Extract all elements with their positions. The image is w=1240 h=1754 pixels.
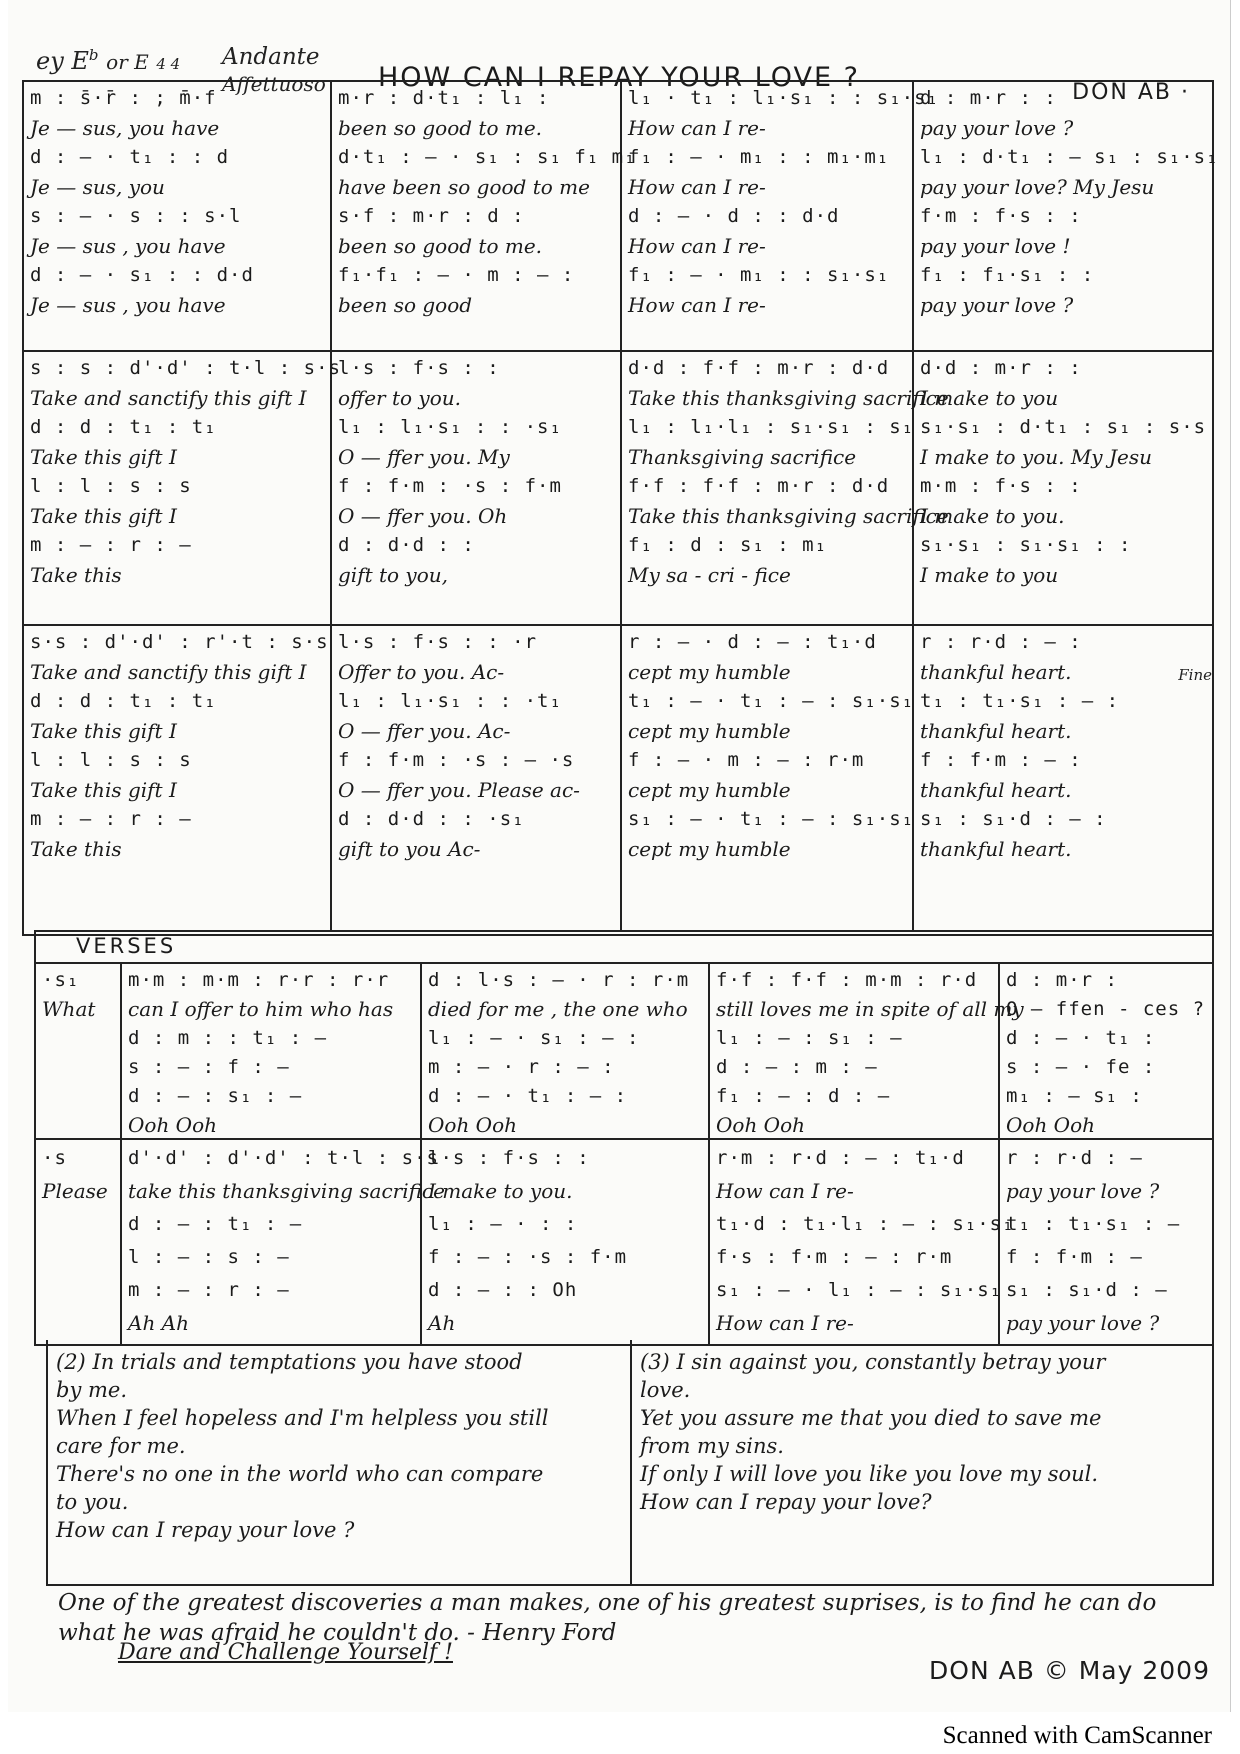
lyric-line: thankful heart. xyxy=(920,836,1072,861)
solfa-line: d : — · s₁ : : d·d xyxy=(30,264,254,286)
lyric-line: thankful heart. xyxy=(920,659,1072,684)
solfa-line: l₁ : d·t₁ : — s₁ : s₁·s₁ xyxy=(920,146,1219,168)
lyric-line: Take this thanksgiving sacrifice xyxy=(628,385,949,410)
solfa-line: d : d·d : : ·s₁ xyxy=(338,808,525,830)
solfa-line: f·s : f·m : — : r·m xyxy=(716,1246,953,1268)
scanner-watermark: Scanned with CamScanner xyxy=(942,1722,1212,1749)
chorus-measure xyxy=(24,352,341,624)
chorus-measure xyxy=(914,82,1219,350)
fine-mark: Fine xyxy=(1178,666,1212,684)
lyric-line: take this thanksgiving sacrifice xyxy=(128,1179,445,1203)
lyric-line: How can I re- xyxy=(628,174,766,199)
solfa-line: d : m·r : xyxy=(1006,969,1118,991)
solfa-line: l₁ : l₁·l₁ : s₁·s₁ : s₁ xyxy=(628,416,915,438)
solfa-line: d : — · t₁ : : d xyxy=(30,146,230,168)
chorus-measure xyxy=(332,82,637,350)
lyric-line: been so good to me. xyxy=(338,115,543,140)
lyric-line: cept my humble xyxy=(628,777,791,802)
lyric-line: O — ffer you. Oh xyxy=(338,503,508,528)
solfa-line: ·s xyxy=(42,1147,67,1169)
lyric-line: How can I re- xyxy=(628,292,766,317)
lyric-line: gift to you Ac- xyxy=(338,836,481,861)
lyric-line: can I offer to him who has xyxy=(128,997,394,1021)
solfa-line: l : — : s : — xyxy=(128,1246,290,1268)
lyric-line: offer to you. xyxy=(338,385,461,410)
henry-ford-quote: One of the greatest discoveries a man makes, one of his greatest suprises, is to find he can do what he was afraid he couldn't do. - Henry Ford xyxy=(58,1590,1157,1646)
solfa-line: f·f : f·f : m·r : d·d xyxy=(628,475,890,497)
lyric-line: What xyxy=(42,997,96,1021)
solfa-line: m₁ : — s₁ : xyxy=(1006,1085,1143,1107)
verse-measure xyxy=(422,964,710,1138)
time-signature: 4 4 xyxy=(156,55,181,73)
verse-3 xyxy=(640,1348,1200,1516)
key-label: ey E xyxy=(36,47,89,75)
solfa-line: m·m : m·m : r·r : r·r xyxy=(128,969,390,991)
solfa-line: m·m : f·s : : xyxy=(920,475,1082,497)
key-signature xyxy=(36,46,180,75)
lyric-line: Ah Ah xyxy=(128,1311,190,1335)
chorus-measure xyxy=(332,626,622,930)
solfa-line: s₁ : — · t₁ : — : s₁·s₁ xyxy=(628,808,915,830)
solfa-line: t₁ : — · t₁ : — : s₁·s₁ xyxy=(628,690,915,712)
lyric-line: I make to you. xyxy=(428,1179,573,1203)
verse-line: When I feel hopeless and I'm helpless you still xyxy=(56,1406,549,1430)
chorus-measure xyxy=(24,626,332,930)
verse-line: love. xyxy=(640,1378,691,1402)
chorus-measure xyxy=(622,352,949,624)
lyric-line: How can I re- xyxy=(716,1311,854,1335)
verse-line: In trials and temptations you have stood xyxy=(92,1350,523,1374)
solfa-line: r : — · d : — : t₁·d xyxy=(628,631,877,653)
solfa-line: l·s : f·s : : xyxy=(428,1147,590,1169)
solfa-line: s·s : d'·d' : r'·t : s·s xyxy=(30,631,329,653)
chorus-row xyxy=(24,626,1212,930)
solfa-line: d·d : m·r : : xyxy=(920,357,1082,379)
solfa-line: d : — · t₁ : xyxy=(1006,1027,1156,1049)
lyric-line: Take this gift I xyxy=(30,777,177,802)
solfa-line: d : l·s : — · r : r·m xyxy=(428,969,690,991)
lyric-line: still loves me in spite of all my xyxy=(716,997,1024,1021)
solfa-line: f·f : f·f : m·m : r·d xyxy=(716,969,978,991)
verse-line: If only I will love you like you love my soul. xyxy=(640,1462,1099,1486)
solfa-line: f₁·f₁ : — · m : — : xyxy=(338,264,575,286)
solfa-line: s₁·s₁ : d·t₁ : s₁ : s·s xyxy=(920,416,1207,438)
solfa-line: f₁ : — : d : — xyxy=(716,1085,891,1107)
solfa-line: f₁ : f₁·s₁ : : xyxy=(920,264,1095,286)
verse-line: How can I repay your love? xyxy=(640,1490,932,1514)
lyric-line: Take and sanctify this gift I xyxy=(30,659,307,684)
score-sheet xyxy=(8,0,1231,1712)
lyric-line: Take this gift I xyxy=(30,503,177,528)
solfa-line: f : f·m : — : xyxy=(920,749,1082,771)
verse-measure xyxy=(122,1140,445,1346)
verse-2 xyxy=(56,1348,621,1544)
lyric-line: My sa - cri - fice xyxy=(628,562,791,587)
solfa-line: l : l : s : s xyxy=(30,475,192,497)
solfa-line: s₁ : — · l₁ : — : s₁·s₁ xyxy=(716,1279,1003,1301)
solfa-line: l₁ : l₁·s₁ : : ·s₁ xyxy=(338,416,562,438)
chorus-measure xyxy=(24,82,332,350)
solfa-line: d : d·d : : xyxy=(338,534,475,556)
lyric-line: thankful heart. xyxy=(920,777,1072,802)
lyric-line: Take and sanctify this gift I xyxy=(30,385,307,410)
verse-measure xyxy=(710,1140,1015,1346)
lyric-line: How can I re- xyxy=(628,233,766,258)
solfa-line: ·s₁ xyxy=(42,969,80,991)
lyric-line: died for me , the one who xyxy=(428,997,688,1021)
lyric-line: Take this gift I xyxy=(30,718,177,743)
solfa-line: d : — · t₁ : — : xyxy=(428,1085,628,1107)
lyric-line: Thanksgiving sacrifice xyxy=(628,444,857,469)
verse-row xyxy=(36,962,1212,1140)
lyric-line: Je — sus , you have xyxy=(30,292,226,317)
verse-measure xyxy=(122,964,422,1138)
tempo-andante: Andante xyxy=(222,44,320,70)
key-alt: or E xyxy=(106,50,149,74)
solfa-line: s₁ : s₁·d : — xyxy=(1006,1279,1168,1301)
solfa-line: s·f : m·r : d : xyxy=(338,205,525,227)
lyric-line: O — ffer you. Ac- xyxy=(338,718,511,743)
solfa-line: f : f·m : ·s : f·m xyxy=(338,475,562,497)
lyric-line: pay your love? My Jesu xyxy=(920,174,1155,199)
lyric-line: Ooh Ooh xyxy=(1006,1113,1095,1137)
solfa-line: d : d : t₁ : t₁ xyxy=(30,416,217,438)
solfa-line: d : d : t₁ : t₁ xyxy=(30,690,217,712)
verse-row xyxy=(36,1140,1212,1346)
chorus-row xyxy=(24,352,1212,626)
solfa-line: d : — : s₁ : — xyxy=(128,1085,303,1107)
verse-divider xyxy=(630,1340,632,1584)
solfa-line: t₁ : t₁·s₁ : — xyxy=(1006,1213,1181,1235)
lyric-line: pay your love ! xyxy=(920,233,1071,258)
solfa-line: m : — · r : — : xyxy=(428,1056,615,1078)
solfa-line: O — ffen - ces ? xyxy=(1006,998,1206,1020)
solfa-line: t₁ : t₁·s₁ : — : xyxy=(920,690,1120,712)
verse-3-lines xyxy=(640,1350,1200,1516)
verse-pickup xyxy=(36,964,122,1138)
verse-2-lines xyxy=(56,1350,621,1544)
solfa-line: d : — : t₁ : — xyxy=(128,1213,303,1235)
lyric-line: Take this xyxy=(30,562,122,587)
solfa-line: l₁ · t₁ : l₁·s₁ : : s₁·s₁ xyxy=(628,87,939,109)
lyric-line: cept my humble xyxy=(628,836,791,861)
lyric-line: I make to you. xyxy=(920,503,1065,528)
lyric-line: pay your love ? xyxy=(1006,1311,1160,1335)
verse-line: I sin against you, constantly betray your xyxy=(676,1350,1106,1374)
solfa-line: l₁ : — · s₁ : — : xyxy=(428,1027,640,1049)
solfa-line: d : — : : Oh xyxy=(428,1279,578,1301)
verse-line: How can I repay your love ? xyxy=(56,1518,355,1542)
solfa-line: f : f·m : ·s : — ·s xyxy=(338,749,575,771)
tempo-affettuoso: Affettuoso xyxy=(222,72,326,96)
verse-measure xyxy=(1000,1140,1208,1346)
solfa-line: d'·d' : d'·d' : t·l : s·s xyxy=(128,1147,439,1169)
solfa-line: d : — : m : — xyxy=(716,1056,878,1078)
solfa-line: r : r·d : — xyxy=(1006,1147,1143,1169)
solfa-line: d : — · d : : d·d xyxy=(628,205,840,227)
chorus-measure xyxy=(914,352,1208,624)
lyric-line: I make to you xyxy=(920,562,1059,587)
solfa-line: s : — · fe : xyxy=(1006,1056,1156,1078)
solfa-line: f·m : f·s : : xyxy=(920,205,1082,227)
lyric-line: pay your love ? xyxy=(920,115,1074,140)
lyric-line: How can I re- xyxy=(716,1179,854,1203)
lyric-line: pay your love ? xyxy=(1006,1179,1160,1203)
lyric-line: have been so good to me xyxy=(338,174,590,199)
key-flat: b xyxy=(88,46,99,64)
solfa-line: s₁·s₁ : s₁·s₁ : : xyxy=(920,534,1132,556)
verses-label: VERSES xyxy=(76,934,177,958)
solfa-line: s : — : f : — xyxy=(128,1056,290,1078)
solfa-line: s : — · s : : s·l xyxy=(30,205,242,227)
lyric-line: cept my humble xyxy=(628,718,791,743)
verse-line: There's no one in the world who can compare xyxy=(56,1462,544,1486)
lyric-line: O — ffer you. Please ac- xyxy=(338,777,580,802)
composer: DON AB · xyxy=(1072,80,1190,105)
verse-pickup xyxy=(36,1140,122,1346)
lyric-line: I make to you xyxy=(920,385,1059,410)
verse-3-number: (3) xyxy=(640,1350,670,1374)
solfa-line: m : — : r : — xyxy=(30,534,192,556)
verse-line: Yet you assure me that you died to save me xyxy=(640,1406,1102,1430)
verse-line: by me. xyxy=(56,1378,127,1402)
chorus-measure xyxy=(622,626,914,930)
verse-text-box xyxy=(46,1340,1214,1586)
solfa-line: d·d : f·f : m·r : d·d xyxy=(628,357,890,379)
solfa-line: r·m : r·d : — : t₁·d xyxy=(716,1147,965,1169)
solfa-line: d : m·r : : xyxy=(920,87,1057,109)
lyric-line: Ooh Ooh xyxy=(716,1113,805,1137)
lyric-line: Take this thanksgiving sacrifice xyxy=(628,503,949,528)
solfa-line: f : f·m : — xyxy=(1006,1246,1143,1268)
chorus-measure xyxy=(914,626,1208,930)
lyric-line: Take this xyxy=(30,836,122,861)
solfa-line: d : m : : t₁ : — xyxy=(128,1027,328,1049)
verse-line: from my sins. xyxy=(640,1434,784,1458)
solfa-line: r : r·d : — : xyxy=(920,631,1082,653)
lyric-line: been so good xyxy=(338,292,473,317)
lyric-line: Offer to you. Ac- xyxy=(338,659,505,684)
solfa-line: m : — : r : — xyxy=(128,1279,290,1301)
lyric-line: Je — sus, you xyxy=(30,174,165,199)
lyric-line: Please xyxy=(42,1179,108,1203)
solfa-line: s : s : d'·d' : t·l : s·s xyxy=(30,357,341,379)
lyric-line: Ah xyxy=(428,1311,456,1335)
solfa-line: m : s̄·r̄ : ; m̄·f xyxy=(30,87,217,109)
solfa-line: f₁ : d : s₁ : m₁ xyxy=(628,534,828,556)
solfa-line: f₁ : — · m₁ : : m₁·m₁ xyxy=(628,146,890,168)
lyric-line: Je — sus, you have xyxy=(30,115,220,140)
verse-measure xyxy=(710,964,1024,1138)
lyric-line: cept my humble xyxy=(628,659,791,684)
chorus-measure xyxy=(622,82,939,350)
solfa-line: l₁ : — : s₁ : — xyxy=(716,1027,903,1049)
solfa-line: s₁ : s₁·d : — : xyxy=(920,808,1107,830)
lyric-line: I make to you. My Jesu xyxy=(920,444,1152,469)
solfa-line: f₁ : — · m₁ : : s₁·s₁ xyxy=(628,264,890,286)
solfa-line: m·r : d·t₁ : l₁ : xyxy=(338,87,550,109)
verse-2-number: (2) xyxy=(56,1350,86,1374)
solfa-line: l·s : f·s : : xyxy=(338,357,500,379)
copyright: DON AB © May 2009 xyxy=(929,1656,1210,1685)
verse-line: care for me. xyxy=(56,1434,186,1458)
solfa-line: l₁ : — · : : xyxy=(428,1213,578,1235)
lyric-line: Take this gift I xyxy=(30,444,177,469)
lyric-line: Ooh Ooh xyxy=(428,1113,517,1137)
chorus-grid xyxy=(22,80,1219,936)
verse-measure xyxy=(422,1140,710,1346)
verses-grid xyxy=(34,930,1214,1346)
lyric-line: been so good to me. xyxy=(338,233,543,258)
solfa-line: l₁ : l₁·s₁ : : ·t₁ xyxy=(338,690,562,712)
solfa-line: l : l : s : s xyxy=(30,749,192,771)
lyric-line: pay your love ? xyxy=(920,292,1074,317)
lyric-line: Je — sus , you have xyxy=(30,233,226,258)
solfa-line: t₁·d : t₁·l₁ : — : s₁·s₁ xyxy=(716,1213,1015,1235)
tagline: Dare and Challenge Yourself ! xyxy=(118,1640,453,1665)
solfa-line: d·t₁ : — · s₁ : s₁ f₁ m₁ xyxy=(338,146,637,168)
lyric-line: How can I re- xyxy=(628,115,766,140)
solfa-line: m : — : r : — xyxy=(30,808,192,830)
verse-measure xyxy=(1000,964,1208,1138)
chorus-measure xyxy=(332,352,622,624)
lyric-line: O — ffer you. My xyxy=(338,444,510,469)
chorus-row xyxy=(24,82,1219,352)
solfa-line: l·s : f·s : : ·r xyxy=(338,631,538,653)
lyric-line: Ooh Ooh xyxy=(128,1113,217,1137)
verse-line: to you. xyxy=(56,1490,129,1514)
lyric-line: thankful heart. xyxy=(920,718,1072,743)
song-title: HOW CAN I REPAY YOUR LOVE ? xyxy=(378,62,860,93)
solfa-line: f : — : ·s : f·m xyxy=(428,1246,628,1268)
solfa-line: f : — · m : — : r·m xyxy=(628,749,865,771)
lyric-line: gift to you, xyxy=(338,562,449,587)
